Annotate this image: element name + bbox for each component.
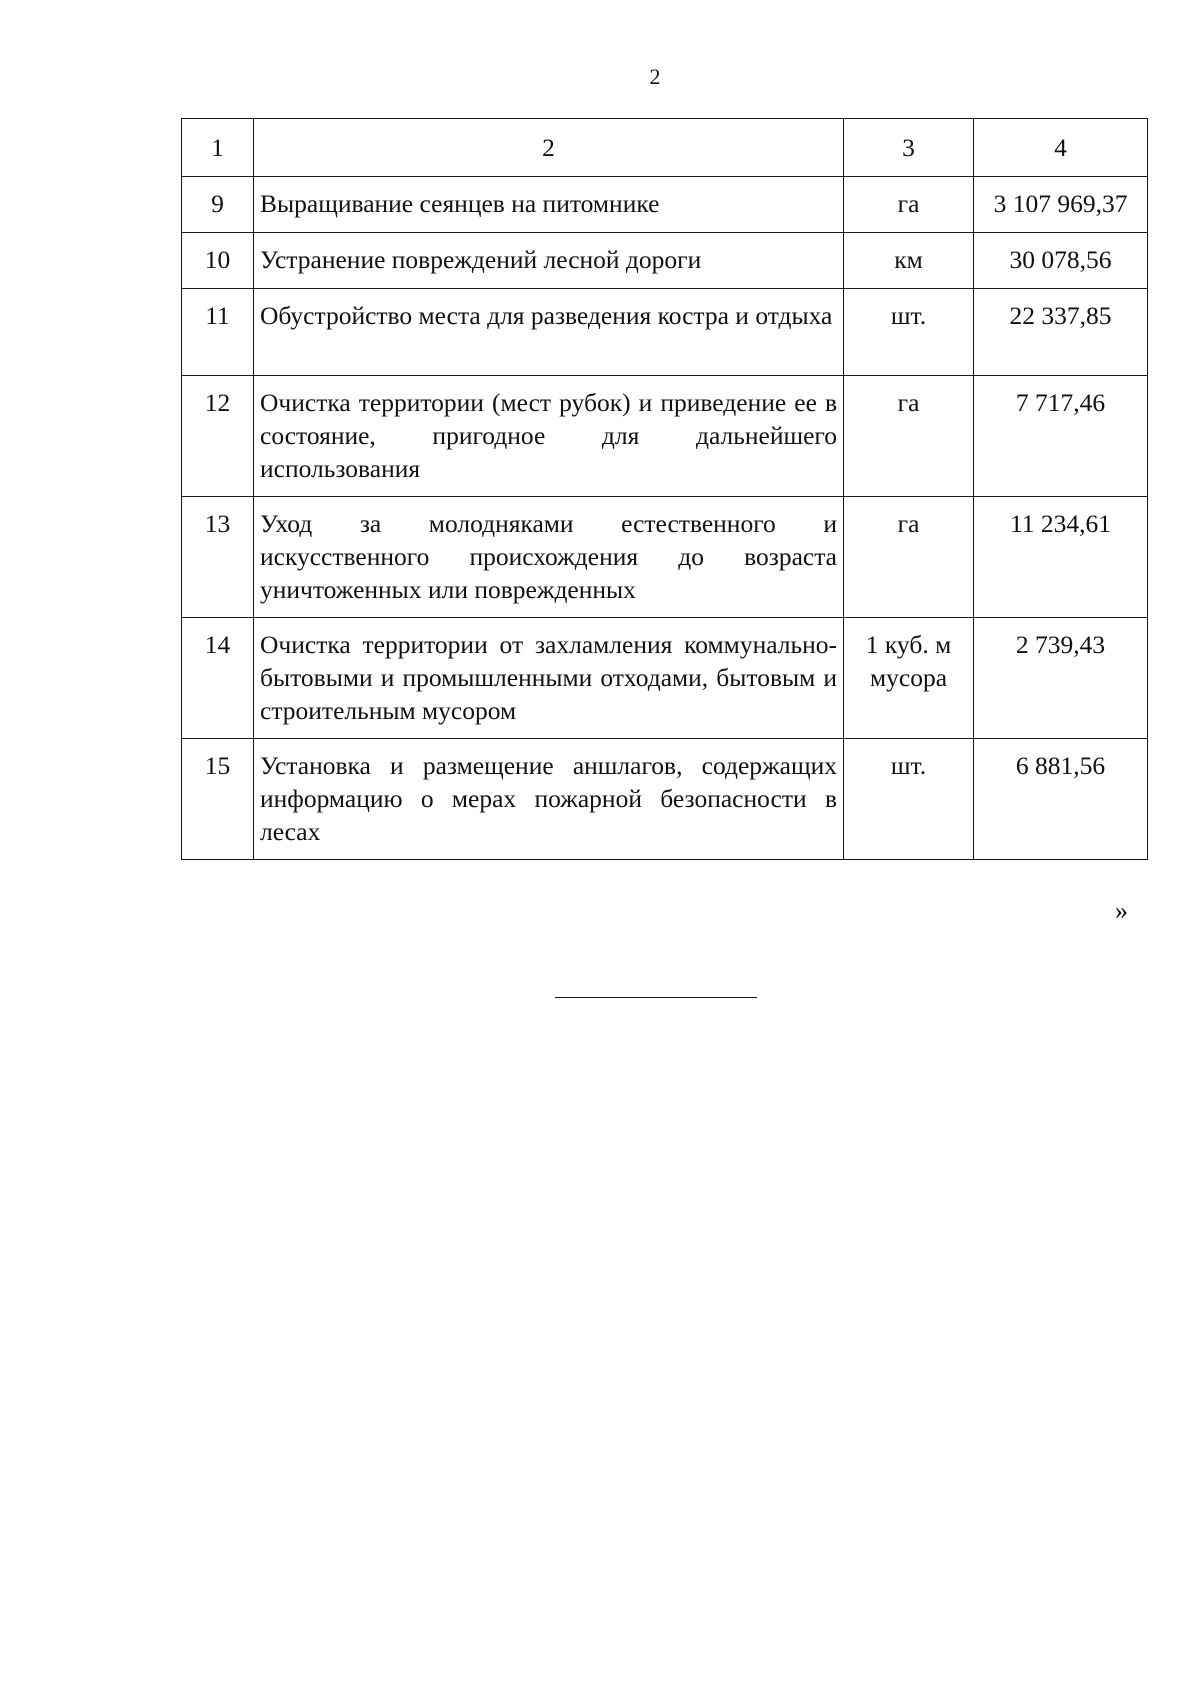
unit: га bbox=[844, 376, 974, 497]
closing-quote: » bbox=[1115, 896, 1128, 925]
table-header-row bbox=[182, 119, 1148, 177]
row-number: 14 bbox=[182, 618, 254, 739]
table-row bbox=[182, 497, 1148, 618]
price: 7 717,46 bbox=[974, 376, 1148, 497]
price: 11 234,61 bbox=[974, 497, 1148, 618]
price: 30 078,56 bbox=[974, 233, 1148, 289]
price: 2 739,43 bbox=[974, 618, 1148, 739]
table-row bbox=[182, 233, 1148, 289]
rates-table bbox=[181, 118, 1148, 860]
price: 3 107 969,37 bbox=[974, 177, 1148, 233]
table-row bbox=[182, 618, 1148, 739]
work-name: Очистка территории от захламления коммунально-бытовыми и промышленными отходами, бытовым и строительным мусором bbox=[254, 618, 844, 739]
row-number: 12 bbox=[182, 376, 254, 497]
table-row bbox=[182, 739, 1148, 860]
work-name: Обустройство места для разведения костра и отдыха bbox=[254, 289, 844, 376]
unit: км bbox=[844, 233, 974, 289]
unit: га bbox=[844, 177, 974, 233]
price: 22 337,85 bbox=[974, 289, 1148, 376]
work-name: Установка и размещение аншлагов, содержащих информацию о мерах пожарной безопасности в лесах bbox=[254, 739, 844, 860]
price: 6 881,56 bbox=[974, 739, 1148, 860]
row-number: 13 bbox=[182, 497, 254, 618]
unit: шт. bbox=[844, 739, 974, 860]
work-name: Устранение повреждений лесной дороги bbox=[254, 233, 844, 289]
unit: 1 куб. м мусора bbox=[844, 618, 974, 739]
column-header-2: 2 bbox=[254, 119, 844, 177]
work-name: Выращивание сеянцев на питомнике bbox=[254, 177, 844, 233]
table-row bbox=[182, 376, 1148, 497]
column-header-4: 4 bbox=[974, 119, 1148, 177]
table-row bbox=[182, 289, 1148, 376]
column-header-1: 1 bbox=[182, 119, 254, 177]
table-row bbox=[182, 177, 1148, 233]
unit: га bbox=[844, 497, 974, 618]
work-name: Уход за молодняками естественного и искусственного происхождения до возраста уничтоженных или поврежденных bbox=[254, 497, 844, 618]
row-number: 15 bbox=[182, 739, 254, 860]
column-header-3: 3 bbox=[844, 119, 974, 177]
work-name: Очистка территории (мест рубок) и приведение ее в состояние, пригодное для дальнейшего использования bbox=[254, 376, 844, 497]
row-number: 11 bbox=[182, 289, 254, 376]
row-number: 10 bbox=[182, 233, 254, 289]
unit: шт. bbox=[844, 289, 974, 376]
page-number: 2 bbox=[649, 64, 661, 89]
end-of-document-line bbox=[555, 997, 757, 998]
row-number: 9 bbox=[182, 177, 254, 233]
